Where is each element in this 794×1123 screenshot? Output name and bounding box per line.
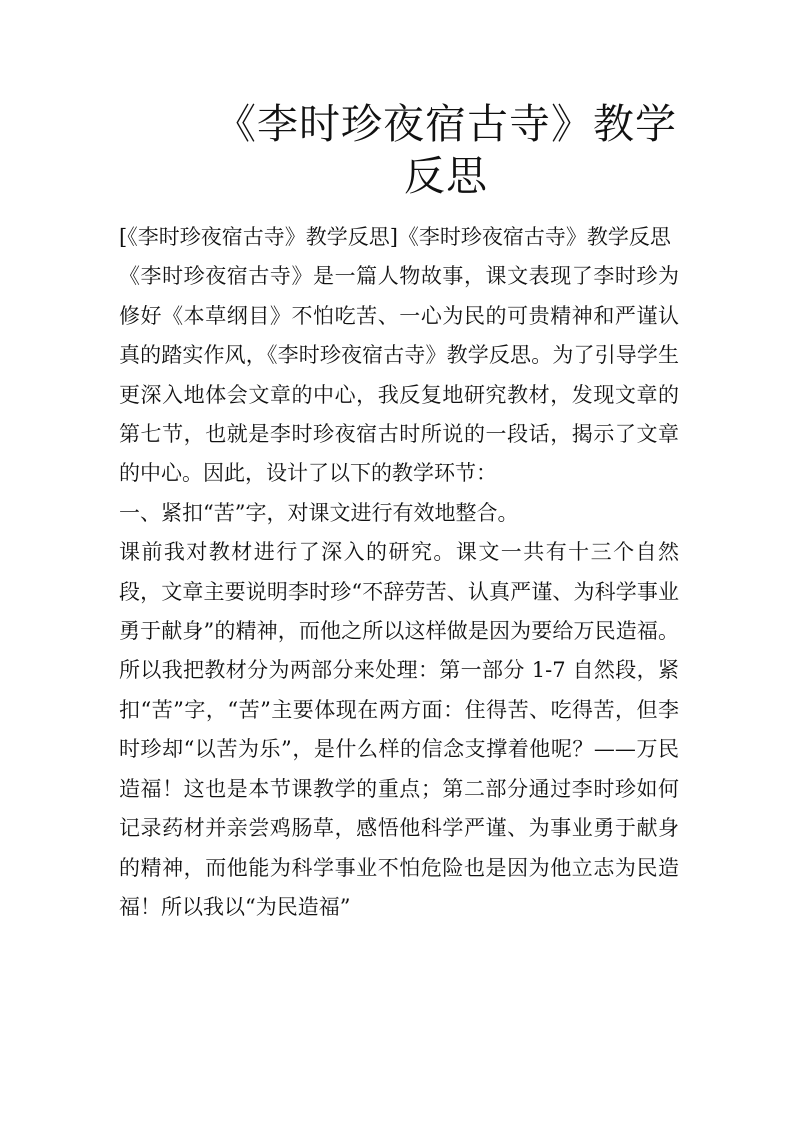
paragraph-heading-line: [《李时珍夜宿古寺》教学反思]《李时珍夜宿古寺》教学反思 [119,225,671,249]
paragraph-intro: 《李时珍夜宿古寺》是一篇人物故事，课文表现了李时珍为修好《本草纲目》不怕吃苦、一心为民的可贵精神和严谨认真的踏实作风，《李时珍夜宿古寺》教学反思。为了引导学生更深入地体会文章的中心，我反复地研究教材，发现文章的第七节，也就是李时珍夜宿古时所说的一段话，揭示了文章的中心。因此，设计了以下的教学环节： [119,264,679,486]
document-body [119,218,679,927]
paragraph-section-one-body: 课前我对教材进行了深入的研究。课文一共有十三个自然段，文章主要说明李时珍“不辞劳苦、认真严谨、为科学事业勇于献身”的精神，而他之所以这样做是因为要给万民造福。所以我把教材分为两部分来处理：第一部分 1-7 自然段，紧扣“苦”字，“苦”主要体现在两方面：住得苦、吃得苦，但李时珍却“以苦为乐”，是什么样的信念支撑着他呢？——万民造福！这也是本节课教学的重点；第二部分通过李时珍如何记录药材并亲尝鸡肠草，感悟他科学严谨、为事业勇于献身的精神，而他能为科学事业不怕危险也是因为他立志为民造福！所以我以“为民造福” [119,540,679,919]
paragraph-section-one-heading: 一、紧扣“苦”字，对课文进行有效地整合。 [119,500,519,525]
document-title: 《李时珍夜宿古寺》教学反思 [215,100,677,200]
